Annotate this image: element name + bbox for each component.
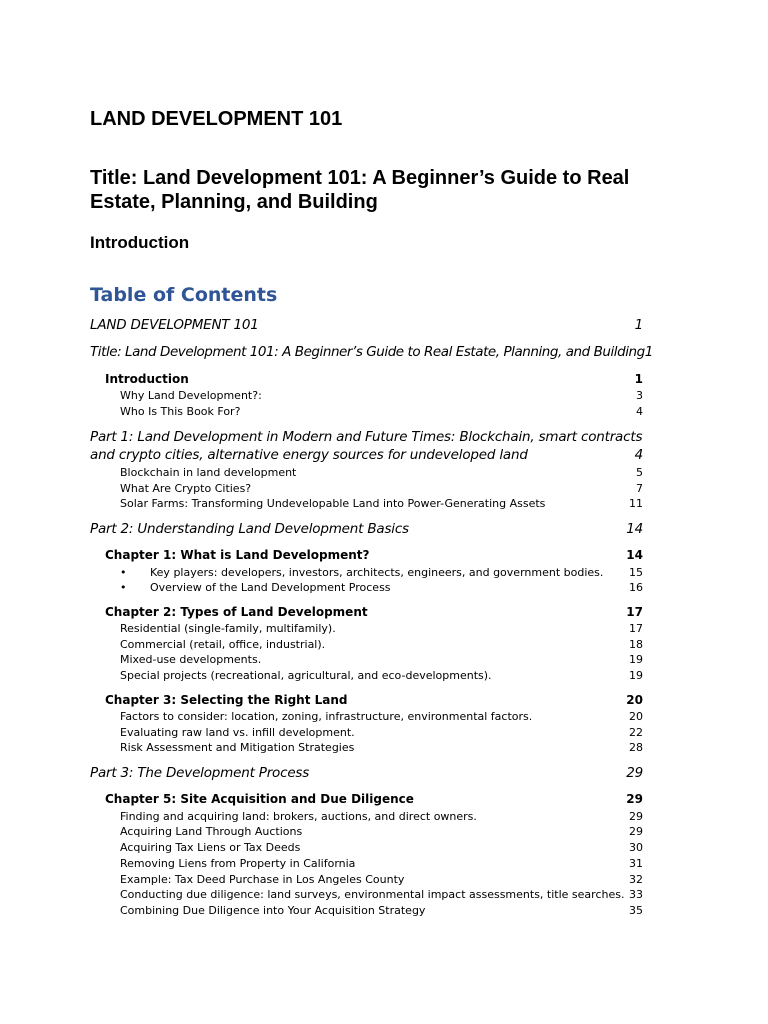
toc-entry-page: 3: [636, 389, 643, 402]
toc-entry-text: Part 3: The Development Process: [90, 765, 310, 781]
toc-entry-text: Chapter 3: Selecting the Right Land: [105, 693, 348, 707]
toc-entry-level1[interactable]: [90, 765, 643, 781]
toc-entry-text: Part 1: Land Development in Modern and Future Times: Blockchain, smart contracts and crypto cities, alternative energy sources for undeveloped land: [90, 429, 643, 463]
toc-entry-page: 32: [629, 873, 643, 886]
toc-entry-text: Overview of the Land Development Process: [150, 581, 391, 594]
toc-entry-text: Why Land Development?:: [120, 389, 262, 402]
toc-entry-level3[interactable]: [120, 857, 643, 870]
toc-entry-level2[interactable]: [105, 548, 643, 562]
toc-entry-text: Chapter 5: Site Acquisition and Due Diligence: [105, 792, 414, 806]
toc-entry-level3[interactable]: [120, 497, 643, 510]
toc-entry-page: 14: [626, 521, 643, 537]
toc-entry-text: Blockchain in land development: [120, 466, 297, 479]
toc-entry-text: Residential (single-family, multifamily).: [120, 622, 336, 635]
toc-entry-level3[interactable]: [120, 482, 643, 495]
toc-entry-level1[interactable]: [90, 521, 643, 537]
toc-entry-page: 20: [626, 693, 643, 707]
toc-entry-level1[interactable]: [90, 317, 643, 333]
toc-entry-text: Example: Tax Deed Purchase in Los Angeles County: [120, 873, 405, 886]
toc-entry-page: 35: [629, 904, 643, 917]
toc-entry-page: 14: [626, 548, 643, 562]
toc-entry-level3[interactable]: [120, 825, 643, 838]
toc-entry-level3[interactable]: [120, 810, 643, 823]
toc-entry-page: 17: [626, 605, 643, 619]
toc-entry-page: 29: [626, 792, 643, 806]
toc-entry-level3[interactable]: [120, 466, 643, 479]
toc-entry-level3[interactable]: [120, 904, 643, 917]
toc-entry-text: Title: Land Development 101: A Beginner’s Guide to Real Estate, Planning, and Building: [90, 344, 645, 360]
toc-entry-text: Finding and acquiring land: brokers, auctions, and direct owners.: [120, 810, 477, 823]
toc-entry-text: Acquiring Tax Liens or Tax Deeds: [120, 841, 301, 854]
toc-entry-page: 18: [629, 638, 643, 651]
toc-entry-text: Acquiring Land Through Auctions: [120, 825, 303, 838]
toc-entry-page: 33: [629, 888, 643, 901]
toc-entry-text: Chapter 1: What is Land Development?: [105, 548, 370, 562]
toc-entry-level3[interactable]: [120, 638, 643, 651]
toc-entry-page: 19: [629, 653, 643, 666]
toc-entry-level3[interactable]: [120, 653, 643, 666]
toc-entry-bullet[interactable]: [120, 581, 643, 594]
toc-entry-level3[interactable]: [120, 405, 643, 418]
bullet-icon: •: [120, 566, 127, 579]
toc-entry-text: Evaluating raw land vs. infill development.: [120, 726, 355, 739]
toc-entry-text: Who Is This Book For?: [120, 405, 241, 418]
toc-entry-level3[interactable]: [120, 726, 643, 739]
toc-entry-level3[interactable]: [120, 669, 643, 682]
toc-entry-page: 30: [629, 841, 643, 854]
toc-entry-text: Risk Assessment and Mitigation Strategies: [120, 741, 355, 754]
toc-entry-page: 16: [629, 581, 643, 594]
toc-entry-page: 5: [636, 466, 643, 479]
toc-entry-level2[interactable]: [105, 372, 643, 386]
toc-entry-page: 20: [629, 710, 643, 723]
toc-entry-text: What Are Crypto Cities?: [120, 482, 252, 495]
toc-entry-text: Introduction: [105, 372, 189, 386]
toc-entry-page: 1: [634, 372, 643, 386]
document-heading: LAND DEVELOPMENT 101: [90, 108, 343, 130]
intro-heading: Introduction: [90, 233, 190, 252]
toc-entry-page: 11: [629, 497, 643, 510]
toc-heading: Table of Contents: [90, 284, 278, 306]
toc-entry-page: 15: [629, 566, 643, 579]
toc-entry-page: 22: [629, 726, 643, 739]
toc-entry-level1[interactable]: [90, 428, 643, 464]
toc-entry-page: 1: [644, 344, 653, 360]
toc-entry-level1[interactable]: [90, 344, 653, 360]
toc-entry-page: 28: [629, 741, 643, 754]
toc-entry-text: Factors to consider: location, zoning, infrastructure, environmental factors.: [120, 710, 533, 723]
toc-entry-text: LAND DEVELOPMENT 101: [90, 317, 259, 333]
toc-entry-page: 7: [636, 482, 643, 495]
toc-entry-level3[interactable]: [120, 389, 643, 402]
toc-entry-page: 4: [634, 447, 643, 463]
toc-entry-text: Chapter 2: Types of Land Development: [105, 605, 368, 619]
toc-entry-bullet[interactable]: [120, 566, 643, 579]
toc-entry-level3[interactable]: [120, 710, 643, 723]
toc-entry-page: 29: [626, 765, 643, 781]
toc-entry-text: Commercial (retail, office, industrial).: [120, 638, 326, 651]
toc-entry-page: 17: [629, 622, 643, 635]
toc-entry-page: 1: [634, 317, 643, 333]
toc-entry-level3[interactable]: [120, 622, 643, 635]
toc-entry-page: 4: [636, 405, 643, 418]
toc-entry-level3[interactable]: [120, 873, 643, 886]
toc-entry-text: Combining Due Diligence into Your Acquisition Strategy: [120, 904, 426, 917]
toc-entry-level2[interactable]: [105, 792, 643, 806]
toc-entry-page: 29: [629, 810, 643, 823]
toc-entry-text: Key players: developers, investors, architects, engineers, and government bodies.: [150, 566, 604, 579]
toc-entry-text: Conducting due diligence: land surveys, environmental impact assessments, title searches.: [120, 888, 625, 901]
toc-entry-level3[interactable]: [120, 741, 643, 754]
document-title: Title: Land Development 101: A Beginner’s Guide to Real Estate, Planning, and Building: [90, 167, 630, 213]
bullet-icon: •: [120, 581, 127, 594]
toc-entry-level3[interactable]: [120, 841, 643, 854]
toc-entry-page: 19: [629, 669, 643, 682]
toc-entry-text: Special projects (recreational, agricultural, and eco-developments).: [120, 669, 492, 682]
toc-entry-level2[interactable]: [105, 605, 643, 619]
toc-entry-page: 31: [629, 857, 643, 870]
toc-entry-text: Mixed-use developments.: [120, 653, 262, 666]
toc-entry-text: Part 2: Understanding Land Development Basics: [90, 521, 409, 537]
toc-entry-page: 29: [629, 825, 643, 838]
toc-entry-text: Solar Farms: Transforming Undevelopable Land into Power-Generating Assets: [120, 497, 546, 510]
toc-entry-level2[interactable]: [105, 693, 643, 707]
toc-entry-text: Removing Liens from Property in California: [120, 857, 356, 870]
toc-entry-level3[interactable]: [120, 888, 643, 901]
